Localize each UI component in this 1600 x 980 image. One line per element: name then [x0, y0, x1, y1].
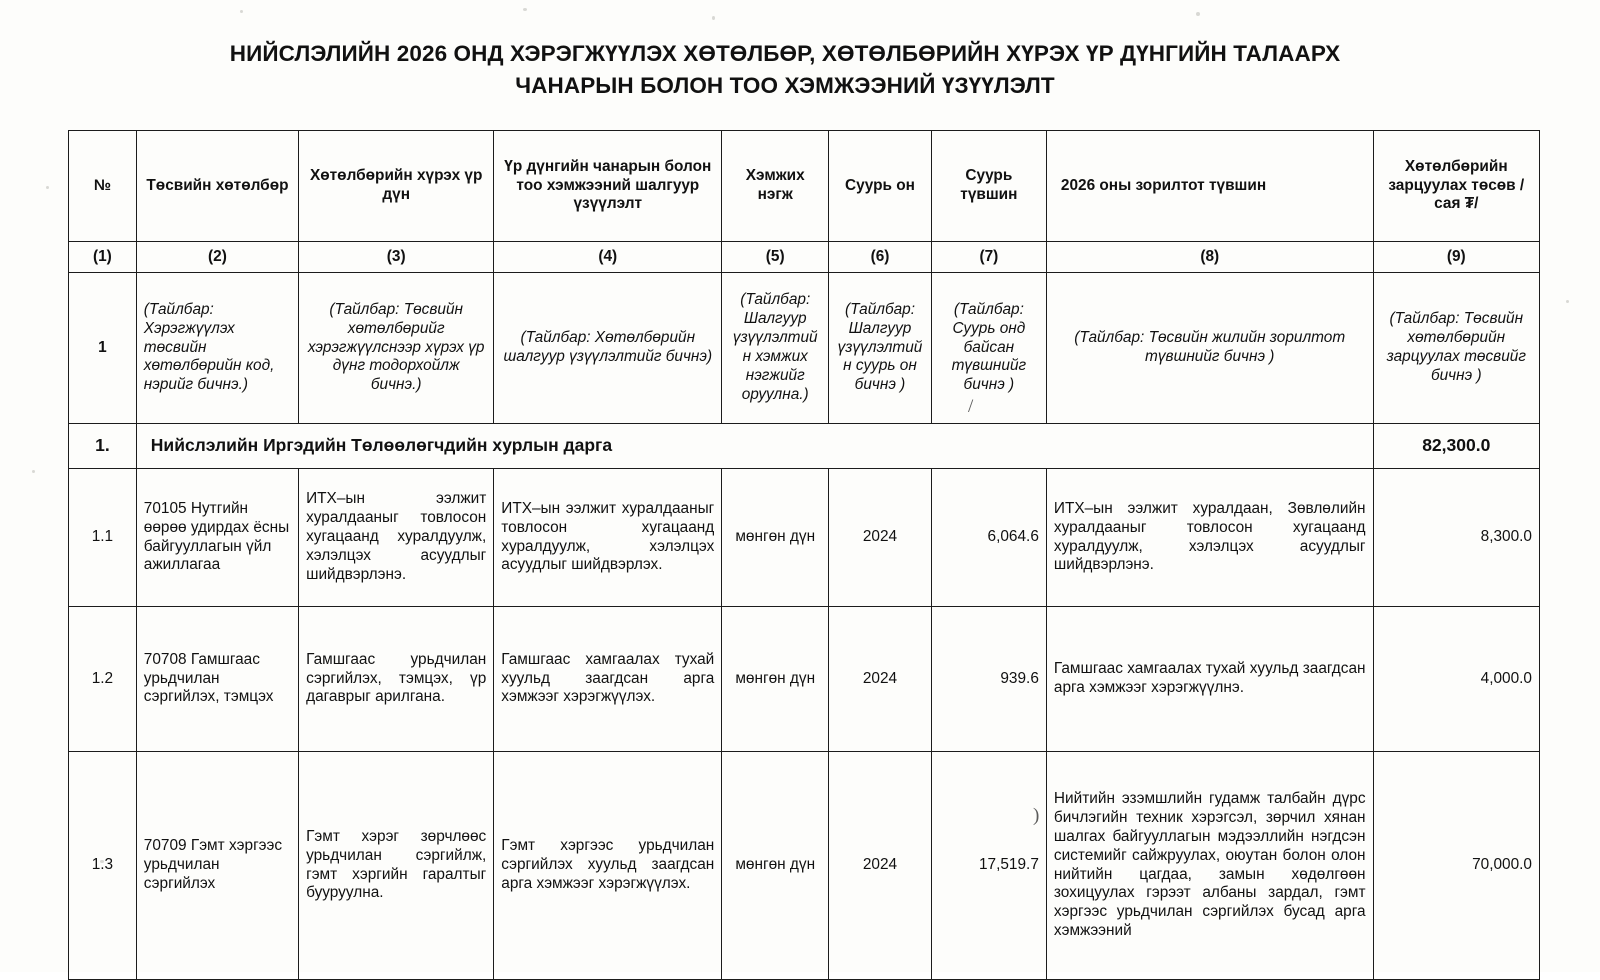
header-cell-base-year: Суурь он: [829, 131, 932, 242]
row-budget-program: 70105 Нутгийн өөрөө удирдах ёсны байгууллагын үйл ажиллагаа: [136, 469, 298, 607]
row-base-level: 6,064.6: [931, 469, 1046, 607]
instruction-row-number: 1: [69, 273, 137, 424]
section-title: Нийслэлийн Иргэдийн Төлөөлөгчдийн хурлын дарга: [136, 424, 1373, 469]
header-cell-target-2026: 2026 оны зорилтот түвшин: [1046, 131, 1373, 242]
instruction-cell-base-year: (Тайлбар: Шалгуур үзүүлэлтийн суурь он бичнэ ): [829, 273, 932, 424]
handwritten-mark: /: [968, 396, 974, 417]
row-base-year: 2024: [829, 752, 932, 980]
row-unit: мөнгөн дүн: [722, 752, 829, 980]
instruction-cell-allocated-budget: (Тайлбар: Төсвийн хөтөлбөрийн зарцуулах төсвийг бичнэ ): [1373, 273, 1539, 424]
column-number-5: (5): [722, 242, 829, 273]
row-unit: мөнгөн дүн: [722, 469, 829, 607]
handwritten-mark: ): [1033, 805, 1040, 826]
column-number-row: [69, 242, 1540, 273]
row-unit: мөнгөн дүн: [722, 607, 829, 752]
row-base-year: 2024: [829, 469, 932, 607]
header-cell-indicator: Үр дүнгийн чанарын болон тоо хэмжээний шалгуур үзүүлэлт: [494, 131, 722, 242]
page-title-line-1: НИЙСЛЭЛИЙН 2026 ОНД ХЭРЭГЖҮҮЛЭХ ХӨТӨЛБӨР, ХӨТӨЛБӨРИЙН ХҮРЭХ ҮР ДҮНГИЙН ТАЛААРХ: [229, 41, 1341, 66]
table-row: [69, 469, 1540, 607]
instruction-cell-unit: (Тайлбар: Шалгуур үзүүлэлтийн хэмжих нэгжийг оруулна.): [722, 273, 829, 424]
header-cell-program-outcome: Хөтөлбөрийн хүрэх үр дүн: [299, 131, 494, 242]
table-row: [69, 752, 1540, 980]
instruction-cell-base-level: (Тайлбар: Суурь онд байсан түвшнийг бичнэ ): [931, 273, 1046, 424]
scan-speck: [1196, 12, 1200, 16]
header-cell-base-level: Суурь түвшин: [931, 131, 1046, 242]
column-number-9: (9): [1373, 242, 1539, 273]
program-indicator-table: [68, 130, 1540, 980]
column-number-3: (3): [299, 242, 494, 273]
scan-speck: [523, 8, 527, 11]
header-cell-budget-program: Төсвийн хөтөлбөр: [136, 131, 298, 242]
header-cell-unit: Хэмжих нэгж: [722, 131, 829, 242]
instruction-cell-indicator: (Тайлбар: Хөтөлбөрийн шалгуур үзүүлэлтийг бичнэ): [494, 273, 722, 424]
column-number-7: (7): [931, 242, 1046, 273]
row-base-level: 939.6: [931, 607, 1046, 752]
scan-speck: [240, 10, 243, 13]
header-cell-no: №: [69, 131, 137, 242]
row-base-level: 17,519.7: [931, 752, 1046, 980]
column-number-1: (1): [69, 242, 137, 273]
scan-speck: [32, 470, 35, 473]
row-target-2026: Гамшгаас хамгаалах тухай хуульд заагдсан арга хэмжээг хэрэгжүүлнэ.: [1046, 607, 1373, 752]
table-header-row: [69, 131, 1540, 242]
scan-speck: [712, 16, 715, 20]
column-number-6: (6): [829, 242, 932, 273]
row-base-year: 2024: [829, 607, 932, 752]
page-title: [140, 38, 1430, 102]
table-row: [69, 607, 1540, 752]
column-number-8: (8): [1046, 242, 1373, 273]
row-target-2026: Нийтийн эзэмшлийн гудамж талбайн дүрс бичлэгийн техник хэрэгсэл, зөрчил хянан шалгах байгууллагын мэдээллийн нэгдсэн системийг сайжруулах, оюутан болон олон нийтийн цагдаа, замын хөдөлгөөн зохицуулах гэрээт албаны зардал, гэмт хэргээс урьдчилан сэргийлэх бусад арга хэмжээний: [1046, 752, 1373, 980]
section-header-row: [69, 424, 1540, 469]
row-program-outcome: Гамшгаас урьдчилан сэргийлэх, тэмцэх, үр дагаврыг арилгана.: [299, 607, 494, 752]
row-allocated-budget: 8,300.0: [1373, 469, 1539, 607]
row-program-outcome: ИТХ–ын ээлжит хуралдааныг товлосон хугацаанд хуралдуулж, хэлэлцэх асуудлыг шийдвэрлэнэ.: [299, 469, 494, 607]
row-budget-program: 70708 Гамшгаас урьдчилан сэргийлэх, тэмцэх: [136, 607, 298, 752]
section-number: 1.: [69, 424, 137, 469]
instruction-cell-target-2026: (Тайлбар: Төсвийн жилийн зорилтот түвшнийг бичнэ ): [1046, 273, 1373, 424]
row-indicator: Гамшгаас хамгаалах тухай хуульд заагдсан арга хэмжээг хэрэгжүүлэх.: [494, 607, 722, 752]
row-index: 1.1: [69, 469, 137, 607]
row-allocated-budget: 70,000.0: [1373, 752, 1539, 980]
row-indicator: Гэмт хэргээс урьдчилан сэргийлэх хуульд заагдсан арга хэмжээг хэрэгжүүлэх.: [494, 752, 722, 980]
row-budget-program: 70709 Гэмт хэргээс урьдчилан сэргийлэх: [136, 752, 298, 980]
header-cell-allocated-budget: Хөтөлбөрийн зарцуулах төсөв /сая ₮/: [1373, 131, 1539, 242]
column-number-4: (4): [494, 242, 722, 273]
page-title-line-2: ЧАНАРЫН БОЛОН ТОО ХЭМЖЭЭНИЙ ҮЗҮҮЛЭЛТ: [515, 72, 1055, 98]
instruction-row: [69, 273, 1540, 424]
row-indicator: ИТХ–ын ээлжит хуралдааныг товлосон хугацаанд хуралдуулж, хэлэлцэх асуудлыг шийдвэрлэх.: [494, 469, 722, 607]
scan-speck: [1566, 300, 1569, 303]
section-budget: 82,300.0: [1373, 424, 1539, 469]
scan-speck: [46, 186, 49, 189]
instruction-cell-program-outcome: (Тайлбар: Төсвийн хөтөлбөрийг хэрэгжүүлснээр хүрэх үр дүнг тодорхойлж бичнэ.): [299, 273, 494, 424]
instruction-cell-budget-program: (Тайлбар: Хэрэгжүүлэх төсвийн хөтөлбөрийн код, нэрийг бичнэ.): [136, 273, 298, 424]
row-program-outcome: Гэмт хэрэг зөрчлөөс урьдчилан сэргийлж, гэмт хэргийн гаралтыг бууруулна.: [299, 752, 494, 980]
row-allocated-budget: 4,000.0: [1373, 607, 1539, 752]
row-index: 1.2: [69, 607, 137, 752]
row-target-2026: ИТХ–ын ээлжит хуралдаан, Зөвлөлийн хуралдааныг товлосон хугацаанд хуралдуулж, хэлэлцэх асуудлыг шийдвэрлэнэ.: [1046, 469, 1373, 607]
row-index: 1.3: [69, 752, 137, 980]
column-number-2: (2): [136, 242, 298, 273]
